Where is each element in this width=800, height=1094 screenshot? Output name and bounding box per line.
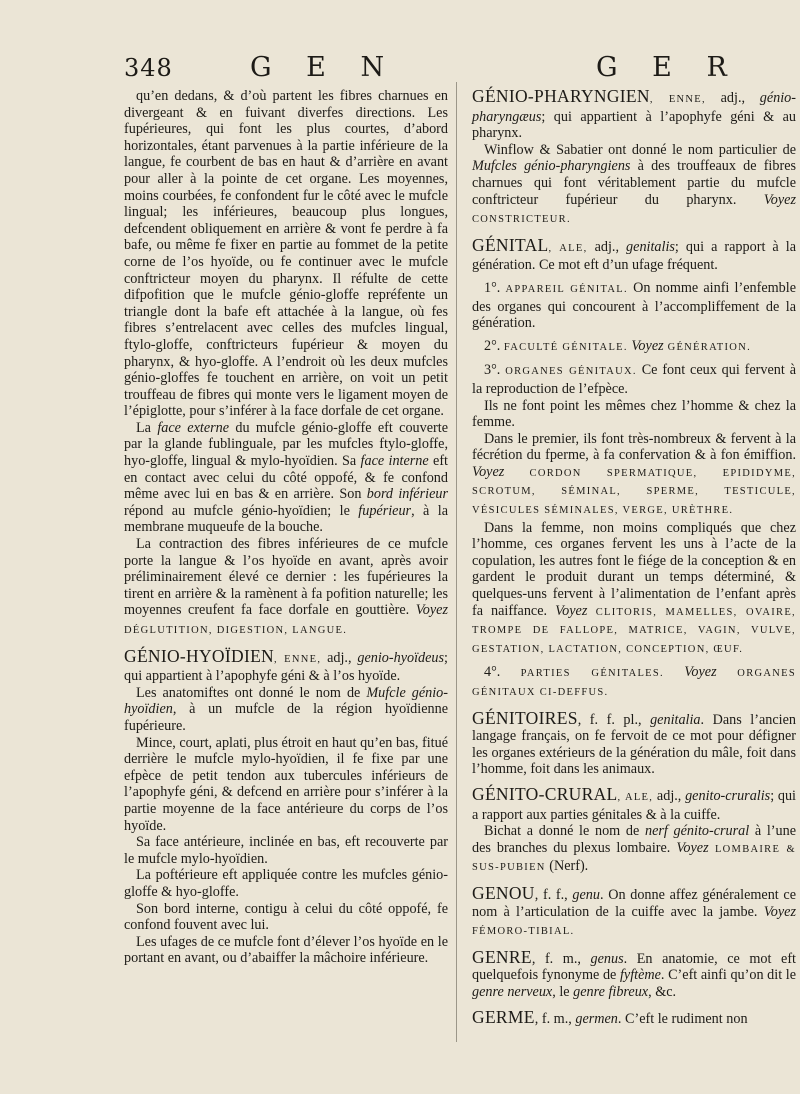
entry-genou: GENOU, f. f., genu. On donne affez généralement ce nom à l’articulation de la cuiffe avec la jambe. Voyez FÉMORO-TIBIAL. <box>472 882 796 938</box>
right-running-head: G E R <box>596 52 740 83</box>
voyez-label: Voyez <box>631 337 664 354</box>
cross-reference: ORGANES GÉNITAUX CI-DEFFUS. <box>472 668 796 698</box>
paragraph: La face externe du mufcle génio-gloffe eft couverte par la glande fublinguale, par les mufcles ftylo-gloffe, hyo-gloffe, lingual & mylo-hyoïdien. Sa face interne eft en contact avec celui du côté oppofé, & fe confond même avec lui en bas & en arrière. Son bord inférieur répond au mufcle génio-hyoïdien; le fupérieur, à la membrane muqueufe de la bouche. <box>124 419 448 536</box>
entry-genio-pharyngien: GÉNIO-PHARYNGIEN, ENNE, adj., génio-pharyngæus; qui appartient à l’apophyfe géni & au pharynx. <box>472 86 796 142</box>
entry-headword: GENRE <box>472 946 532 967</box>
entry-headword: GÉNIO-HYOÏDIEN <box>124 645 274 666</box>
entry-headword: GÉNIO-PHARYNGIEN <box>472 86 650 106</box>
subsection-4: 4°. PARTIES GÉNITALES. Voyez ORGANES GÉNITAUX CI-DEFFUS. <box>472 664 796 698</box>
voyez-label: Voyez <box>763 191 796 208</box>
paragraph: qu’en dedans, & d’où partent les fibres charnues en divergeant & en fuivant diverfes directions. Les fupérieures, qui font les plus courtes, d’abord horizontales, étant parvenues à la partie inférieure de la langue, fe courbent de bas en haut & d’arrière en avant pour aller à la pointe de cet organe. Les moyennes, moins courbées, fe confondent fur le côté avec le mufcle lingual; les inférieures, beaucoup plus longues, defcendent obliquement en arrière & vont fe perdre à fa bafe, ou même fe fixer en partie au fommet de la petite corne de l’os hyoïde, ou fe continuer avec le mufcle conftricteur moyen du pharynx. Il réfulte de cette difpofition que le mufcle génio-gloffe repréfente un triangle dont la bafe eft attachée à la langue, où fes fibres s’entrelacent avec celles des mufcles lingual, ftylo-gloffe, conftricteurs fupérieur & moyen du pharynx, & hyo-gloffe. A l’endroit où les deux mufcles génio-gloffes fe touchent en arrière, on voit un petit trouffeau de fibres qui monte vers le ligament moyen de l’épiglotte, pour s’inférer à la face dorfale de cet organe. <box>124 88 448 420</box>
subsection-1: 1°. APPAREIL GÉNITAL. On nomme ainfi l’enfemble des organes qui concourent à l’accompliffement de la génération. <box>472 279 796 332</box>
cross-reference: CONSTRICTEUR. <box>472 214 571 226</box>
entry-headword: GÉNITAL <box>472 234 549 255</box>
subsection-3: 3°. ORGANES GÉNITAUX. Ce font ceux qui fervent à la reproduction de l’efpèce. <box>472 362 796 397</box>
entry-genito-crural: GÉNITO-CRURAL, ALE, adj., genito-cruralis; qui a rapport aux parties génitales & à la cuiffe. <box>472 783 796 823</box>
cross-reference: FÉMORO-TIBIAL. <box>472 926 575 938</box>
paragraph: Bichat a donné le nom de nerf génito-crural à l’une des branches du plexus lombaire. Voyez LOMBAIRE & SUS-PUBIEN (Nerf). <box>472 823 797 875</box>
paragraph: Dans la femme, non moins compliqués que chez l’homme, ces organes fervent les uns à l’acte de la copulation, les autres font le fiége de la conception & en gardent le produit durant un temps déterminé, & quelques-uns fervent à l’alimentation de l’enfant après fa naiffance. Voyez CLITORIS, MAMELLES, OVAIRE, TROMPE DE FALLOPE, MATRICE, VAGIN, VULVE, GESTATION, LACTATION, CONCEPTION, ŒUF. <box>472 519 796 655</box>
entry-genre: GENRE, f. m., genus. En anatomie, ce mot eft quelquefois fynonyme de fyftème. C’eft ainfi qu’on dit le genre nerveux, le genre fibreux, &c. <box>472 946 797 1000</box>
subsection-2: 2°. FACULTÉ GÉNITALE. Voyez GÉNÉRATION. <box>484 337 751 354</box>
paragraph: Son bord interne, contigu à celui du côté oppofé, fe confond fouvent avec lui. <box>124 900 448 934</box>
entry-germe: GERME, f. m., germen. C’eft le rudiment non <box>472 1006 748 1027</box>
left-column <box>124 88 448 967</box>
left-running-head: G E N <box>250 52 398 83</box>
voyez-label: Voyez <box>415 602 448 619</box>
entry-genio-hyoidien: GÉNIO-HYOÏDIEN, ENNE, adj., genio-hyoïdeus; qui appartient à l’apophyfe géni & à l’os hyoïde. <box>124 645 448 685</box>
paragraph: Mince, court, aplati, plus étroit en haut qu’en bas, fitué derrière le mufcle mylo-hyoïdien, il fe fixe par une efpèce de petit tendon aux tubercules inférieurs de l’apophyfe géni, & defcend en arrière pour s’inférer à la partie moyenne de la face antérieure du corps de l’os hyoïde. <box>124 734 448 834</box>
cross-reference: LOMBAIRE & SUS-PUBIEN <box>472 843 796 874</box>
voyez-label: Voyez <box>472 463 505 480</box>
entry-headword: GÉNITOIRES <box>472 707 578 728</box>
column-divider <box>456 82 457 1042</box>
page-number: 348 <box>124 54 173 82</box>
cross-reference: CLITORIS, MAMELLES, OVAIRE, TROMPE DE FALLOPE, MATRICE, VAGIN, VULVE, GESTATION, LACTATION, CONCEPTION, ŒUF. <box>472 606 796 655</box>
cross-reference: GÉNÉRATION. <box>663 341 751 353</box>
page-header <box>0 46 800 86</box>
paragraph: Les anatomiftes ont donné le nom de Mufcle génio-hyoïdien, à un mufcle de la région hyoïdienne fupérieure. <box>124 684 448 734</box>
paragraph: Les ufages de ce mufcle font d’élever l’os hyoïde en le portant en avant, ou d’abaiffer la mâchoire inférieure. <box>124 933 448 967</box>
cross-reference: CORDON SPERMATIQUE, EPIDIDYME, SCROTUM, SÉMINAL, SPERME, TESTICULE, VÉSICULES SÉMINALES, VERGE, URÈTHRE. <box>472 467 796 517</box>
cross-reference: DÉGLUTITION, DIGESTION, LANGUE. <box>124 625 348 636</box>
right-column <box>472 88 796 1027</box>
paragraph: Ils ne font point les mêmes chez l’homme & chez la femme. <box>472 397 796 431</box>
entry-genitoires: GÉNITOIRES, f. f. pl., genitalia. Dans l’ancien langage français, on fe fervoit de ce mot pour défigner les organes extérieurs de la génération du mâle, foit dans l’homme, foit dans les animaux. <box>472 707 796 778</box>
voyez-label: Voyez <box>676 839 709 856</box>
voyez-label: Voyez <box>763 903 796 920</box>
entry-headword: GENOU <box>472 882 535 903</box>
paragraph: La contraction des fibres inférieures de ce mufcle porte la langue & l’os hyoïde en avant, après avoir préliminairement élevé ce dernier : les fupérieures la tirent en arrière & la ramènent à fa pofition naturelle; les moyennes creufent fa face dorfale en gouttière. Voyez DÉGLUTITION, DIGESTION, LANGUE. <box>124 536 448 636</box>
voyez-label: Voyez <box>555 602 588 619</box>
paragraph: Winflow & Sabatier ont donné le nom particulier de Mufcles génio-pharyngiens à des trouffeaux de fibres charnues qui font véritablement partie du mufcle conftricteur fupérieur du pharynx. Voyez CONSTRICTEUR. <box>472 141 797 226</box>
voyez-label: Voyez <box>684 664 717 681</box>
paragraph: Sa face antérieure, inclinée en bas, eft recouverte par le mufcle mylo-hyoïdien. <box>124 834 448 867</box>
paragraph: La poftérieure eft appliquée contre les mufcles génio-gloffe & hyo-gloffe. <box>124 867 448 900</box>
entry-headword: GERME <box>472 1006 535 1027</box>
paragraph: Dans le premier, ils font très-nombreux & fervent à la fécrétion du fperme, à fa confervation & à fon émiffion. Voyez CORDON SPERMATIQUE, EPIDIDYME, SCROTUM, SÉMINAL, SPERME, TESTICULE, VÉSICULES SÉMINALES, VERGE, URÈTHRE. <box>472 430 796 517</box>
entry-headword: GÉNITO-CRURAL <box>472 783 618 804</box>
entry-genital: GÉNITAL, ALE, adj., genitalis; qui a rapport à la génération. Ce mot eft d’un ufage fréquent. <box>472 234 797 274</box>
